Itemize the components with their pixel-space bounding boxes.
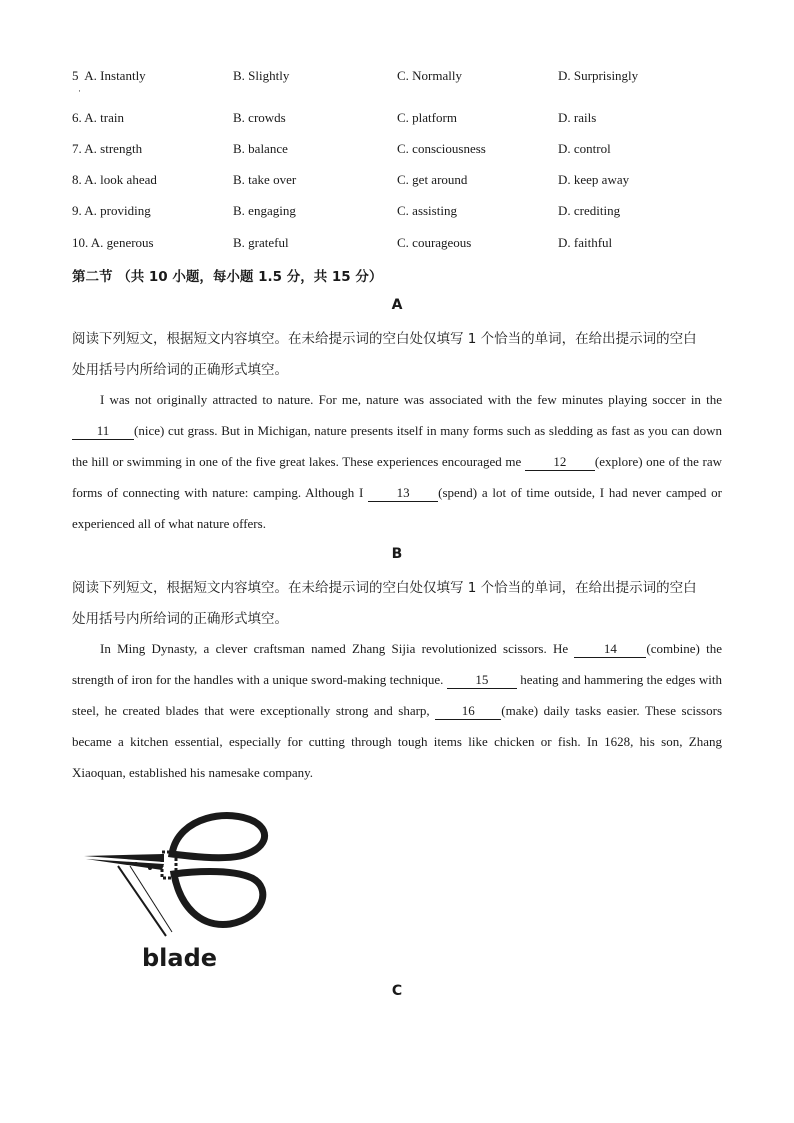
- question-7-options: [72, 141, 732, 159]
- question-5-options: [72, 68, 732, 86]
- blank-13[interactable]: 13: [368, 485, 438, 502]
- q6-option-a: 6. A. train: [72, 110, 125, 125]
- q8-option-c: C. get around: [397, 172, 468, 187]
- blade-upper-icon: [84, 854, 164, 862]
- passage-a-title: A: [391, 297, 403, 313]
- q10-option-a: 10. A. generous: [72, 235, 154, 250]
- q10-option-c: C. courageous: [397, 235, 472, 250]
- q5-option-a: 5 A. Instantly: [72, 68, 146, 83]
- q7-option-b: B. balance: [233, 141, 288, 156]
- q8-option-a: 8. A. look ahead: [72, 172, 157, 187]
- q9-option-d: D. crediting: [558, 203, 621, 218]
- passage-a-text: I was not originally attracted to nature. For me, nature was associated with the few minutes playing soccer in the 11 (nice) cut grass. But in Michigan, nature presents itself in many forms such as sledding as fast as you can down the hill or swimming in one of the five great lakes. These experiences encouraged me 12 (explore) one of the raw forms of connecting with nature: camping. Although I 13 (spend) a lot of time outside, I had never camped or experienced all of what nature offers.: [72, 392, 723, 531]
- passage-b-title: B: [391, 546, 403, 562]
- q6-option-d: D. rails: [558, 110, 597, 125]
- blank-12[interactable]: 12: [525, 454, 595, 471]
- passage-b-instruction-line-2: 处用括号内所给词的正确形式填空。: [72, 611, 288, 627]
- passage-a-instruction-line-1: 阅读下列短文，根据短文内容填空。在未给提示词的空白处仅填写 1 个恰当的单词，在给出提示词的空白: [72, 331, 697, 347]
- scissors-figure: [80, 806, 280, 976]
- q7-option-d: D. control: [558, 141, 611, 156]
- q8-option-b: B. take over: [233, 172, 297, 187]
- lower-handle-icon: [174, 872, 263, 925]
- passage-b-text: In Ming Dynasty, a clever craftsman named Zhang Sijia revolutionized scissors. He 14 (combine) the strength of iron for the handles with a unique sword-making technique. 15 heating and hammering the edges with steel, he created blades that were exceptionally strong and sharp, 16 (make) daily tasks easier. These scissors became a kitchen essential, especially for cutting through tough items like chicken or fish. In 1628, his son, Zhang Xiaoquan, established his namesake company.: [72, 641, 723, 780]
- passage-b-instruction-line-1: 阅读下列短文，根据短文内容填空。在未给提示词的空白处仅填写 1 个恰当的单词，在给出提示词的空白: [72, 580, 697, 596]
- q9-option-a: 9. A. providing: [72, 203, 151, 218]
- blank-14[interactable]: 14: [574, 641, 646, 658]
- question-6-options: [72, 110, 732, 128]
- question-8-options: [72, 172, 732, 190]
- q7-option-a: 7. A. strength: [72, 141, 143, 156]
- section-heading: 第二节 （共 10 小题，每小题 1.5 分，共 15 分）: [72, 269, 383, 285]
- passage-a-instruction-line-2: 处用括号内所给词的正确形式填空。: [72, 362, 288, 378]
- q10-option-d: D. faithful: [558, 235, 613, 250]
- question-9-options: [72, 203, 732, 221]
- q6-option-b: B. crowds: [233, 110, 286, 125]
- passage-c-title: C: [391, 983, 403, 999]
- blank-11[interactable]: 11: [72, 423, 134, 440]
- q5-option-d: D. Surprisingly: [558, 68, 639, 83]
- stray-dot: ·: [78, 86, 81, 96]
- q5-option-c: C. Normally: [397, 68, 462, 83]
- q9-option-c: C. assisting: [397, 203, 457, 218]
- question-10-options: [72, 235, 732, 253]
- blank-15[interactable]: 15: [447, 672, 517, 689]
- scissors-illustration: [80, 806, 280, 976]
- q9-option-b: B. engaging: [233, 203, 296, 218]
- blade-pointer-line: [118, 866, 166, 936]
- blank-16[interactable]: 16: [435, 703, 501, 720]
- q10-option-b: B. grateful: [233, 235, 289, 250]
- q8-option-d: D. keep away: [558, 172, 630, 187]
- blade-label: blade: [142, 944, 218, 972]
- q5-option-b: B. Slightly: [233, 68, 290, 83]
- q6-option-c: C. platform: [397, 110, 457, 125]
- q7-option-c: C. consciousness: [397, 141, 486, 156]
- upper-handle-icon: [172, 816, 265, 858]
